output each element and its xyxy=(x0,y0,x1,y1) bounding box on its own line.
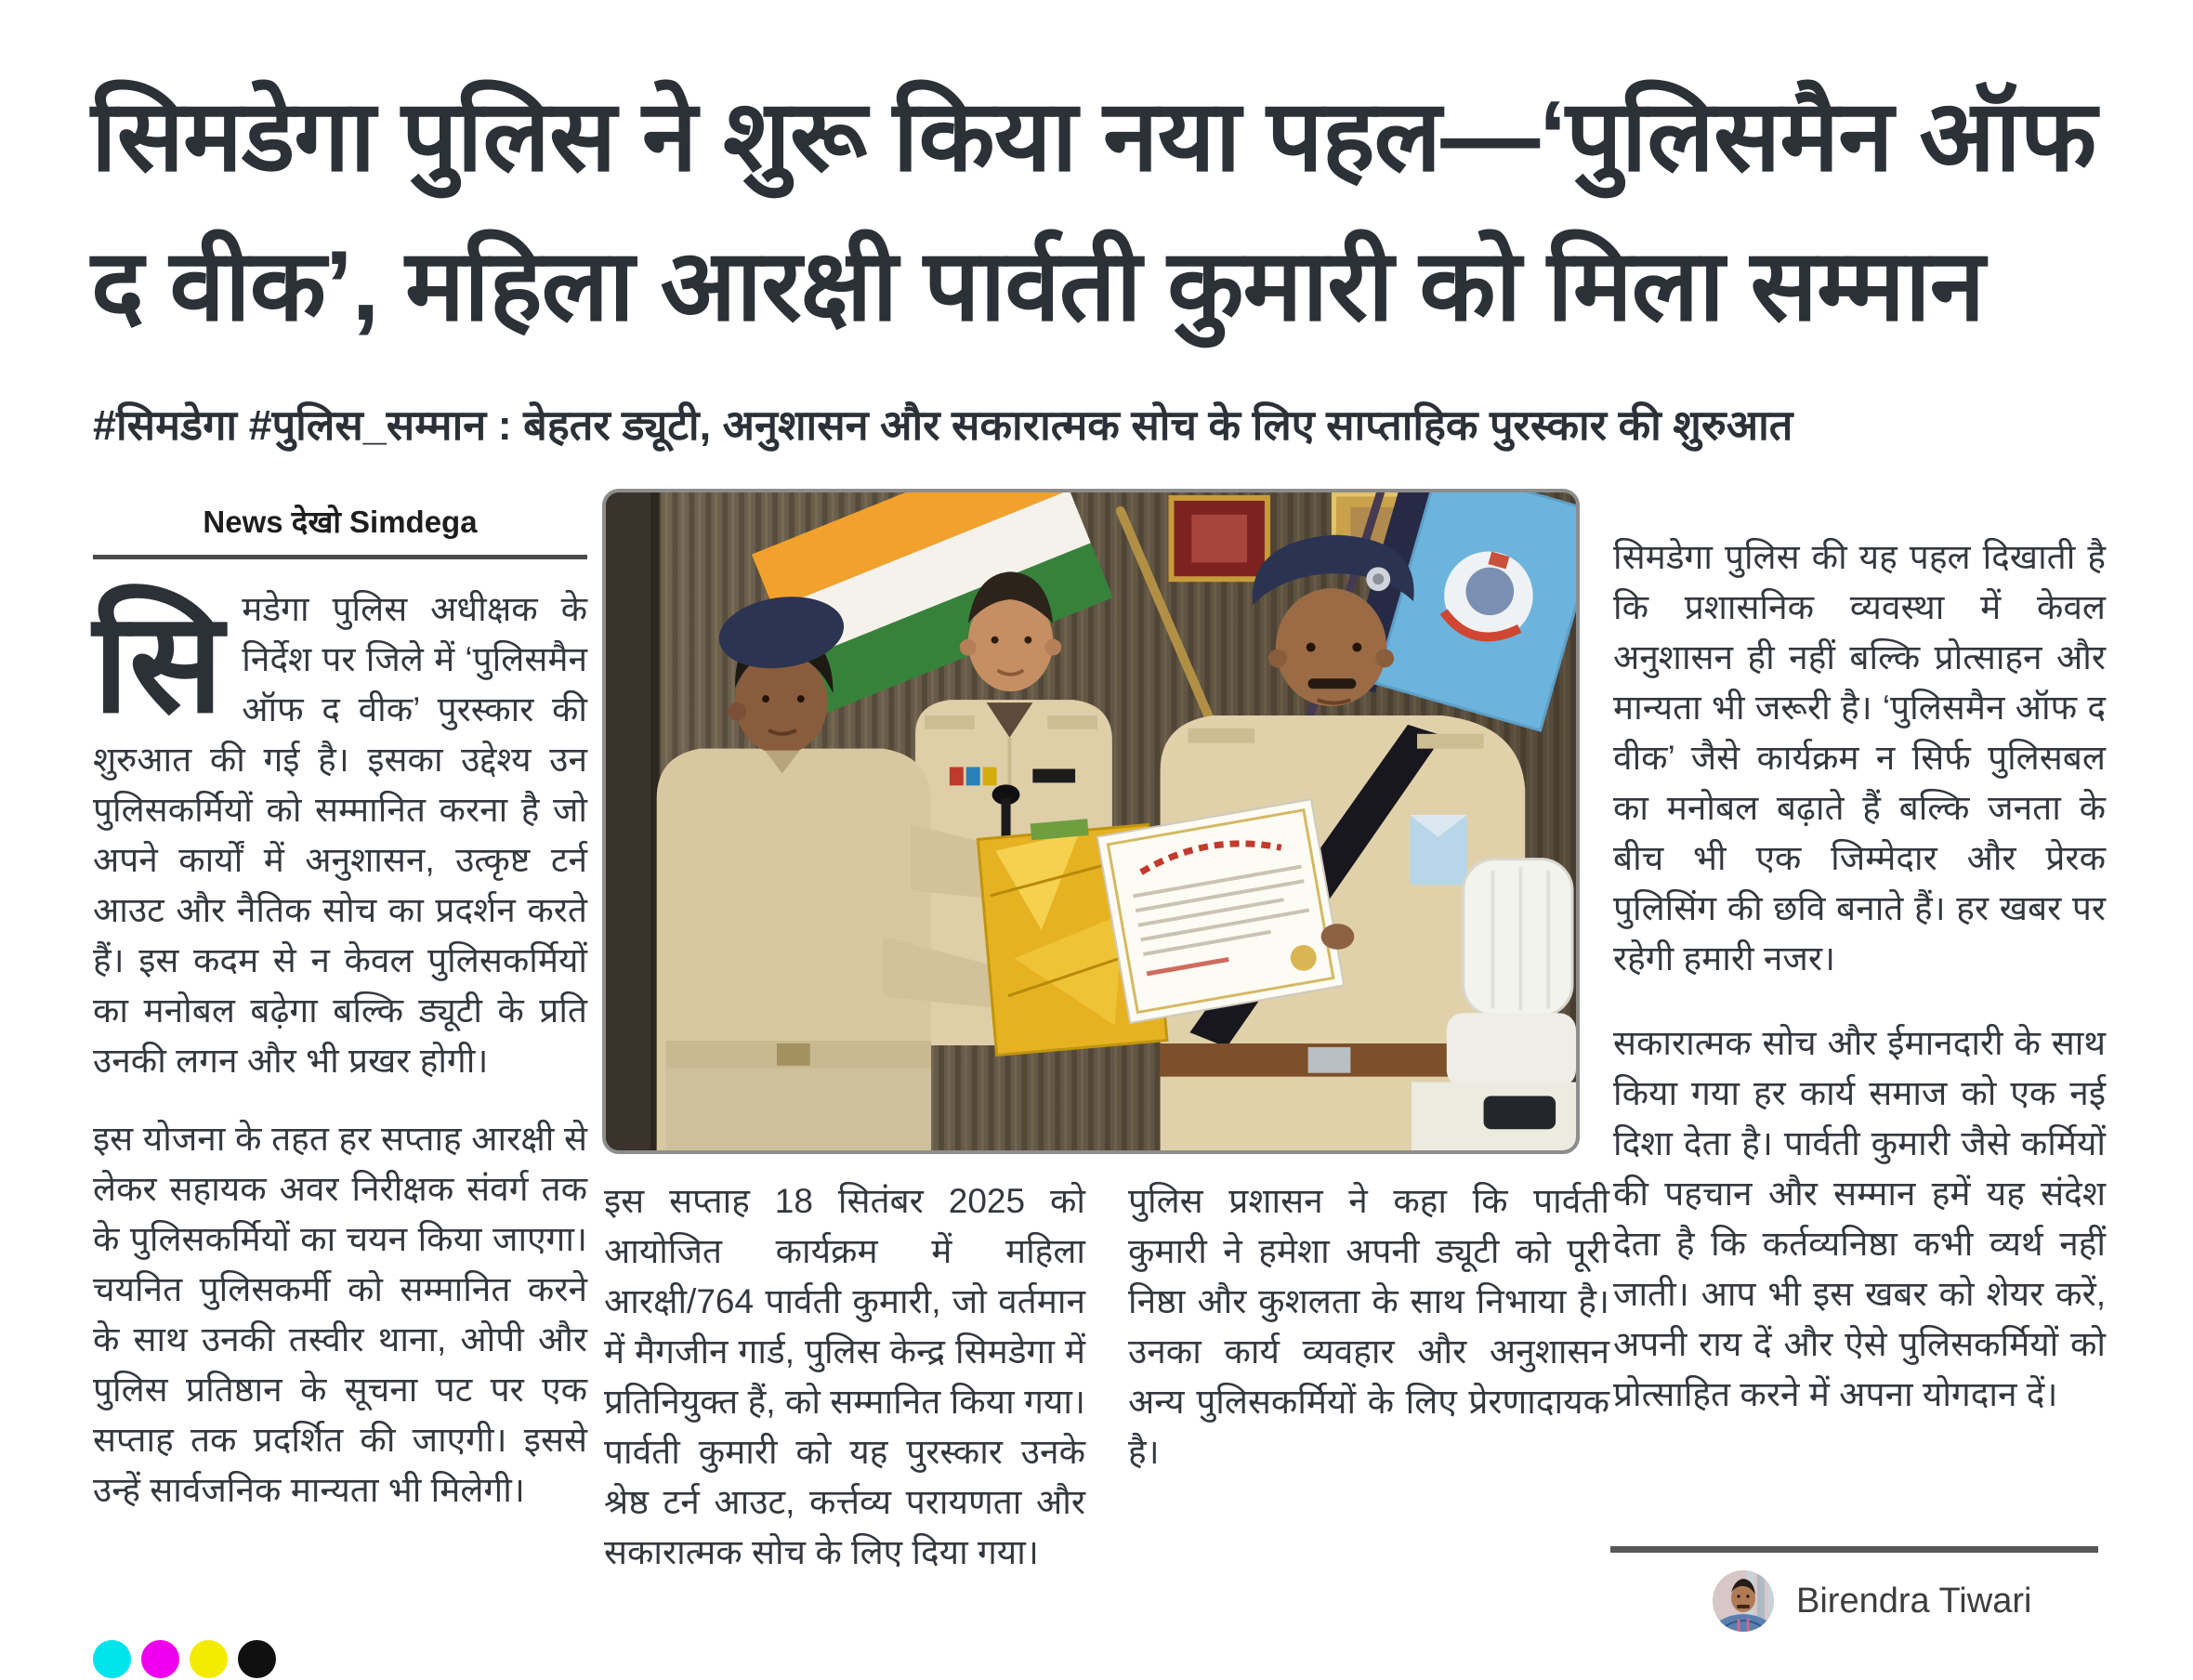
brand-divider xyxy=(93,555,587,559)
yellow-dot-icon xyxy=(190,1640,228,1678)
byline-divider xyxy=(1610,1546,2098,1553)
headline-line-1: सिमडेगा पुलिस ने शुरू किया नया पहल—‘पुलिसमैन ऑफ xyxy=(91,80,2096,191)
publisher-name: News देखो Simdega xyxy=(203,505,478,539)
article-photo xyxy=(602,489,1580,1154)
byline xyxy=(1713,1570,2031,1632)
center-columns xyxy=(604,1176,1609,1578)
paragraph: पुलिस प्रशासन ने कहा कि पार्वती कुमारी ने हमेशा अपनी ड्यूटी को पूरी निष्ठा और कुशलता के साथ निभाया है। उनका कार्य व्यवहार और अनुशासन अन्य पुलिसकर्मियों के लिए प्रेरणादायक है। xyxy=(1128,1182,1609,1471)
author-avatar-image xyxy=(1713,1570,1774,1632)
page-title xyxy=(91,61,2159,361)
paragraph xyxy=(93,584,587,1086)
cyan-dot-icon xyxy=(93,1640,131,1678)
subheadline: #सिमडेगा #पुलिस_सम्मान : बेहतर ड्यूटी, अनुशासन और सकारात्मक सोच के लिए साप्ताहिक पुरस्कार की शुरुआत xyxy=(93,401,1793,449)
magenta-dot-icon xyxy=(141,1640,179,1678)
left-column xyxy=(93,500,587,1516)
drop-cap: सि xyxy=(93,584,224,741)
mobile-phone xyxy=(1484,1096,1556,1129)
paragraph-text: मडेगा पुलिस अधीक्षक के निर्देश पर जिले में ‘पुलिसमैन ऑफ द वीक’ पुरस्कार की शुरुआत की गई है। इसका उद्देश्य उन पुलिसकर्मियों को सम्मानित करना है जो अपने कार्यों में अनुशासन, उत्कृष्ट टर्न आउट और नैतिक सोच का प्रदर्शन करते हैं। इस कदम से न केवल पुलिसकर्मियों का मनोबल बढ़ेगा बल्कि ड्यूटी के प्रति उनकी लगन और भी प्रखर होगी। xyxy=(93,590,587,1080)
paragraph: सिमडेगा पुलिस की यह पहल दिखाती है कि प्रशासनिक व्यवस्था में केवल अनुशासन ही नहीं बल्कि प्रोत्साहन और मान्यता भी जरूरी है। ‘पुलिसमैन ऑफ द वीक’ जैसे कार्यक्रम न सिर्फ पुलिसबल का मनोबल बढ़ाते हैं बल्कि जनता के बीच भी एक जिम्मेदार और प्रेरक पुलिसिंग की छवि बनाते हैं। हर खबर पर रहेगी हमारी नजर। xyxy=(1613,538,2106,978)
right-column xyxy=(1613,498,2106,1454)
print-color-marks xyxy=(93,1640,276,1678)
award-ceremony-illustration xyxy=(606,492,1576,1150)
framed-portrait xyxy=(1172,498,1267,579)
paragraph: सकारात्मक सोच और ईमानदारी के साथ किया गया हर कार्य समाज को एक नई दिशा देता है। पार्वती कुमारी जैसे कर्मियों की पहचान और सम्मान हमें यह संदेश देता है कि कर्तव्यनिष्ठा कभी व्यर्थ नहीं जाती। आप भी इस खबर को शेयर करें, अपनी राय दें और ऐसे पुलिसकर्मियों को प्रोत्साहित करने में अपना योगदान दें। xyxy=(1613,1024,2106,1413)
paragraph: इस योजना के तहत हर सप्ताह आरक्षी से लेकर सहायक अवर निरीक्षक संवर्ग तक के पुलिसकर्मियों का चयन किया जाएगा। चयनित पुलिसकर्मी को सम्मानित करने के साथ उनकी तस्वीर थाना, ओपी और पुलिस प्रतिष्ठान के सूचना पट पर एक सप्ताह तक प्रदर्शित की जाएगी। इससे उन्हें सार्वजनिक मान्यता भी मिलेगी। xyxy=(93,1120,587,1509)
author-avatar xyxy=(1713,1570,1774,1632)
headline-line-2: द वीक’, महिला आरक्षी पार्वती कुमारी को मिला सम्मान xyxy=(91,230,1985,341)
paragraph: इस सप्ताह 18 सितंबर 2025 को आयोजित कार्यक्रम में महिला आरक्षी/764 पार्वती कुमारी, जो वर्तमान में मैगजीन गार्ड, पुलिस केन्द्र सिमडेगा में प्रतिनियुक्त हैं, को सम्मानित किया गया। पार्वती कुमारी को यह पुरस्कार उनके श्रेष्ठ टर्न आउट, कर्त्तव्य परायणता और सकारात्मक सोच के लिए दिया गया। xyxy=(604,1182,1085,1571)
office-chair xyxy=(1447,860,1576,1087)
black-dot-icon xyxy=(238,1640,276,1678)
certificate xyxy=(1097,799,1345,1023)
side-table xyxy=(1412,1083,1576,1150)
curtain xyxy=(606,492,650,1150)
author-name: Birendra Tiwari xyxy=(1796,1581,2032,1621)
